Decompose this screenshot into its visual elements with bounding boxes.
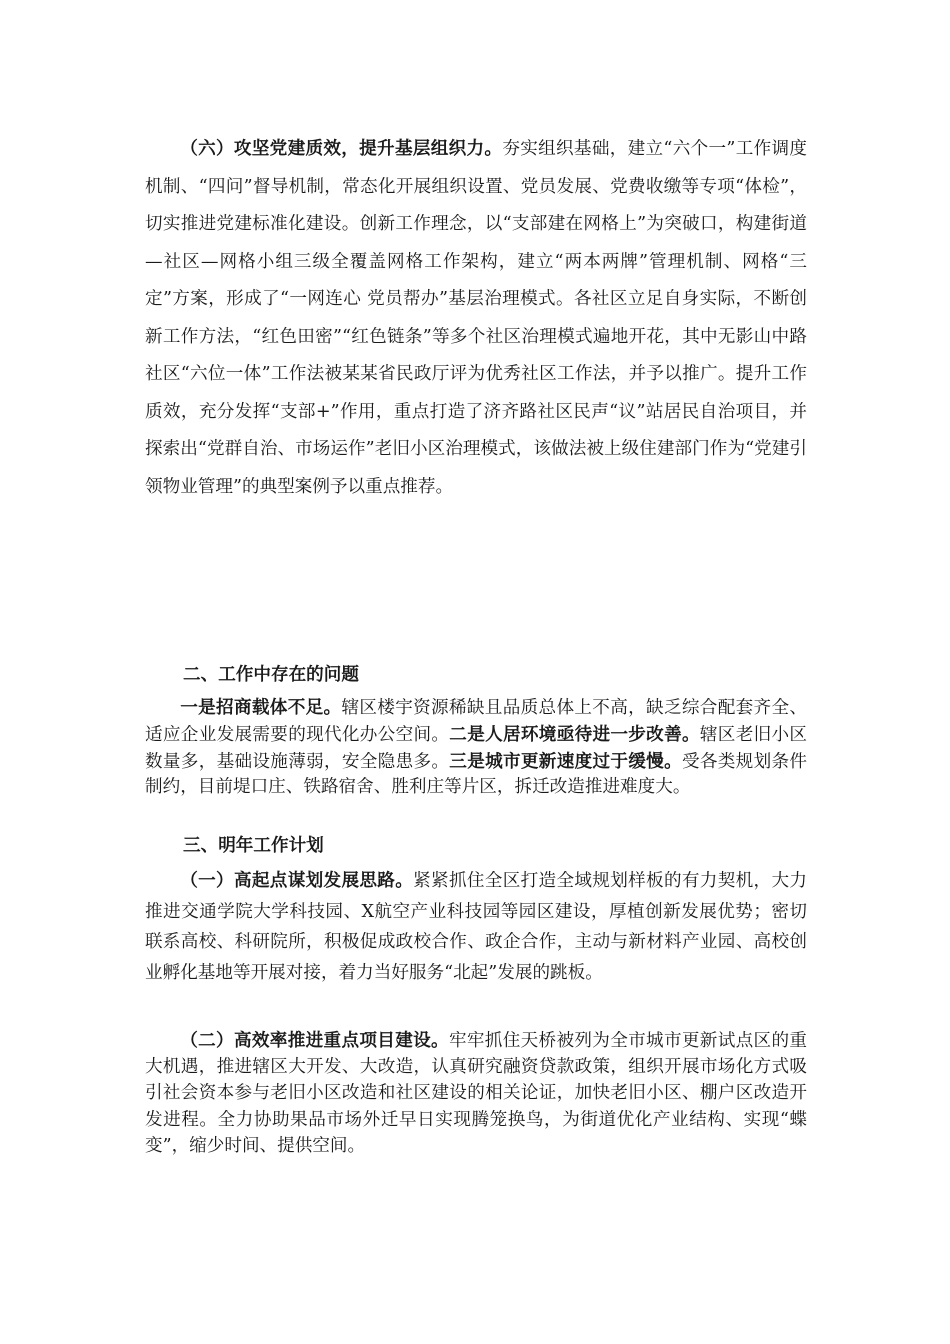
problem-1-body: 辖区楼宇资源稀缺且品质总体上不高，缺乏综合配套齐全、适应企业发展需要的现代化办公空间。 [145, 698, 807, 745]
plan-2-body: 牢牢抓住天桥被列为全市城市更新试点区的重大机遇，推进辖区大开发、大改造，认真研究融资贷款政策，组织开展市场化方式吸引社会资本参与老旧小区改造和社区建设的相关论证，加快老旧小区、棚户区改造开发进程。全力协助果品市场外迁早日实现腾笼换鸟，为街道优化产业结构、实现“蝶变”，缩少时间、提供空间。 [145, 1031, 807, 1156]
problems-heading: 二、工作中存在的问题 [183, 665, 359, 685]
section-six-paragraph [145, 130, 807, 506]
problem-1-title: 一是招商载体不足。 [180, 697, 342, 718]
plan-1-body: 紧紧抓住全区打造全域规划样板的有力契机，大力推进交通学院大学科技园、X航空产业科技园等园区建设，厚植创新发展优势；密切联系高校、科研院所，积极促成政校合作、政企合作，主动与新材料产业园、高校创业孵化基地等开展对接，着力当好服务“北起”发展的跳板。 [145, 871, 807, 983]
section-six-body: 夯实组织基础，建立“六个一”工作调度机制、“四问”督导机制，常态化开展组织设置、党员发展、党费收缴等专项“体检”，切实推进党建标准化建设。创新工作理念，以“支部建在网格上”为突破口，构建街道—社区—网格小组三级全覆盖网格工作架构，建立“两本两牌”管理机制、网格“三定”方案，形成了“一网连心 党员帮办”基层治理模式。各社区立足自身实际，不断创新工作方法，“红色田密”“红色链条”等多个社区治理模式遍地开花，其中无影山中路社区“六位一体”工作法被某某省民政厅评为优秀社区工作法，并予以推广。提升工作质效，充分发挥“支部+”作用，重点打造了济齐路社区民声“议”站居民自治项目，并探索出“党群自治、市场运作”老旧小区治理模式，该做法被上级住建部门作为“党建引领物业管理”的典型案例予以重点推荐。 [145, 139, 807, 497]
problems-paragraph [145, 695, 807, 801]
plan-1-title: （一）高起点谋划发展思路。 [180, 870, 414, 891]
plan-paragraph-1 [145, 866, 807, 988]
section-six-title: （六）攻坚党建质效，提升基层组织力。 [180, 138, 503, 159]
plan-heading: 三、明年工作计划 [183, 836, 324, 856]
problem-3-body: 受各类规划条件制约，目前堤口庄、铁路宿舍、胜利庄等片区，拆迁改造推进难度大。 [145, 751, 807, 798]
problem-3-title: 三是城市更新速度过于缓慢。 [449, 750, 682, 772]
problem-2-body: 辖区老旧小区数量多，基础设施薄弱，安全隐患多。 [145, 724, 807, 772]
plan-2-title: （二）高效率推进重点项目建设。 [180, 1030, 449, 1051]
problem-2-title: 二是人居环境亟待进一步改善。 [449, 723, 700, 745]
plan-paragraph-2 [145, 1028, 807, 1159]
